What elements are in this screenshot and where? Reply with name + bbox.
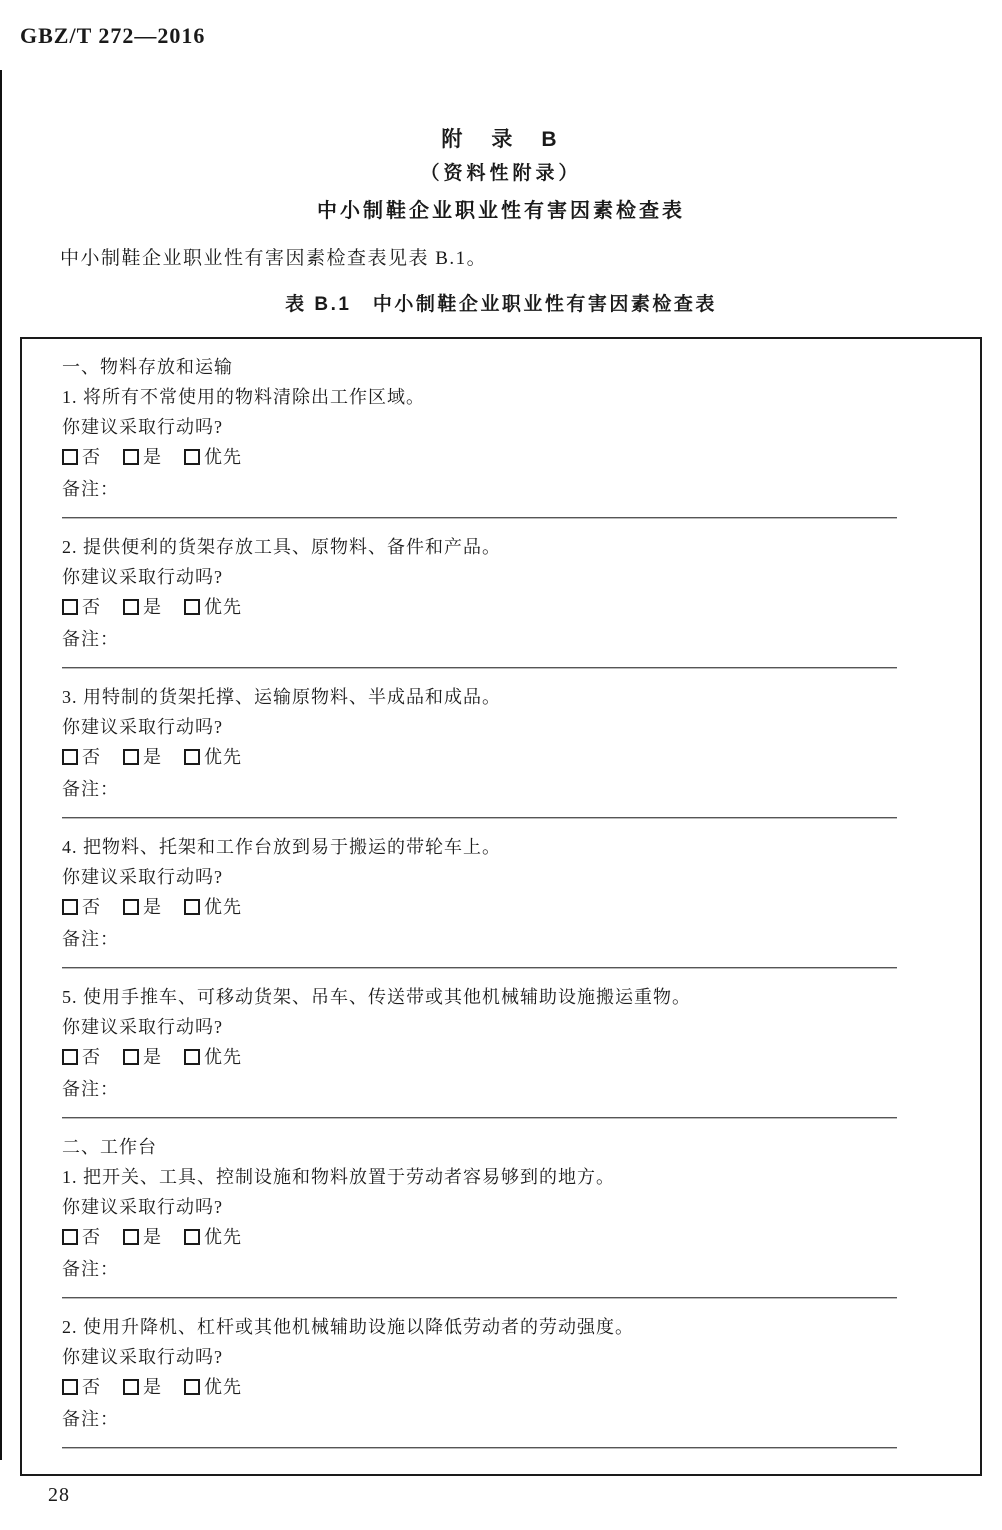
checkbox-option-label: 优先 (204, 447, 242, 467)
scan-edge-artifact (0, 70, 2, 1460)
checklist-item (62, 532, 950, 669)
checkbox-icon[interactable] (123, 1049, 139, 1065)
options-row (62, 742, 950, 774)
checklist-item (62, 832, 950, 969)
checkbox-option-label: 优先 (204, 897, 242, 917)
options-row (62, 1372, 950, 1404)
checkbox-option[interactable] (184, 1047, 242, 1067)
intro-paragraph: 中小制鞋企业职业性有害因素检查表见表 B.1。 (60, 248, 488, 269)
checkbox-option-label: 优先 (204, 1227, 242, 1247)
appendix-subtitle: （资料性附录） (420, 163, 582, 184)
checkbox-option-label: 是 (143, 1377, 162, 1397)
options-row (62, 442, 950, 474)
checkbox-icon[interactable] (184, 1379, 200, 1395)
table-caption: 表 B.1 中小制鞋企业职业性有害因素检查表 (285, 294, 717, 315)
checkbox-icon[interactable] (184, 899, 200, 915)
action-question-text: 你建议采取行动吗? (62, 717, 223, 737)
section-title: 一、物料存放和运输 (62, 357, 233, 377)
item-question-text: 1. 将所有不常使用的物料清除出工作区域。 (62, 387, 425, 407)
item-question-text: 5. 使用手推车、可移动货架、吊车、传送带或其他机械辅助设施搬运重物。 (62, 987, 691, 1007)
remark-label: 备注： (62, 779, 119, 799)
checkbox-option-label: 是 (143, 1227, 162, 1247)
item-question-text: 2. 使用升降机、杠杆或其他机械辅助设施以降低劳动者的劳动强度。 (62, 1317, 634, 1337)
checkbox-icon[interactable] (62, 449, 78, 465)
checkbox-option[interactable] (184, 897, 242, 917)
checklist-item (62, 982, 950, 1119)
checkbox-option[interactable] (184, 1377, 242, 1397)
checkbox-option-label: 优先 (204, 1047, 242, 1067)
remark-label: 备注： (62, 629, 119, 649)
remark-label: 备注： (62, 1259, 119, 1279)
page-number: 28 (48, 1484, 70, 1506)
separator-line (62, 1117, 897, 1119)
checkbox-icon[interactable] (62, 1049, 78, 1065)
checklist-item (62, 1312, 950, 1449)
checkbox-icon[interactable] (123, 1379, 139, 1395)
checkbox-icon[interactable] (184, 1049, 200, 1065)
item-question-text: 3. 用特制的货架托撑、运输原物料、半成品和成品。 (62, 687, 501, 707)
action-question-text: 你建议采取行动吗? (62, 417, 223, 437)
checklist-item (62, 1162, 950, 1299)
checkbox-option-label: 否 (82, 1227, 101, 1247)
checkbox-option[interactable] (184, 447, 242, 467)
appendix-title: 附 录 B (441, 128, 561, 151)
checkbox-icon[interactable] (62, 1379, 78, 1395)
checkbox-option-label: 否 (82, 747, 101, 767)
checkbox-option[interactable] (62, 1227, 101, 1247)
checkbox-option-label: 否 (82, 1377, 101, 1397)
checkbox-option-label: 是 (143, 747, 162, 767)
checkbox-icon[interactable] (184, 749, 200, 765)
separator-line (62, 967, 897, 969)
checkbox-option-label: 否 (82, 1047, 101, 1067)
action-question-text: 你建议采取行动吗? (62, 1197, 223, 1217)
checkbox-option-label: 是 (143, 447, 162, 467)
options-row (62, 592, 950, 624)
checkbox-option[interactable] (62, 447, 101, 467)
checkbox-icon[interactable] (123, 899, 139, 915)
checkbox-option[interactable] (123, 1377, 162, 1397)
checkbox-option[interactable] (123, 1227, 162, 1247)
checkbox-option-label: 否 (82, 597, 101, 617)
separator-line (62, 817, 897, 819)
checkbox-option-label: 否 (82, 447, 101, 467)
checkbox-option[interactable] (123, 747, 162, 767)
checkbox-option-label: 是 (143, 597, 162, 617)
item-question-text: 4. 把物料、托架和工作台放到易于搬运的带轮车上。 (62, 837, 501, 857)
checkbox-option[interactable] (123, 597, 162, 617)
checkbox-option[interactable] (184, 597, 242, 617)
checkbox-option[interactable] (62, 1047, 101, 1067)
checkbox-option-label: 优先 (204, 747, 242, 767)
checkbox-icon[interactable] (184, 1229, 200, 1245)
checkbox-option-label: 是 (143, 897, 162, 917)
remark-label: 备注： (62, 1079, 119, 1099)
remark-label: 备注： (62, 479, 119, 499)
separator-line (62, 1447, 897, 1449)
options-row (62, 1222, 950, 1254)
checkbox-option[interactable] (62, 597, 101, 617)
checkbox-option[interactable] (62, 747, 101, 767)
checkbox-icon[interactable] (184, 599, 200, 615)
separator-line (62, 517, 897, 519)
remark-label: 备注： (62, 1409, 119, 1429)
checkbox-icon[interactable] (123, 449, 139, 465)
checklist-item (62, 682, 950, 819)
standard-code: GBZ/T 272—2016 (20, 23, 206, 48)
checkbox-icon[interactable] (62, 599, 78, 615)
appendix-name: 中小制鞋企业职业性有害因素检查表 (317, 200, 685, 222)
separator-line (62, 1297, 897, 1299)
checkbox-option[interactable] (62, 1377, 101, 1397)
checkbox-icon[interactable] (123, 749, 139, 765)
checkbox-option-label: 否 (82, 897, 101, 917)
options-row (62, 892, 950, 924)
checkbox-icon[interactable] (62, 899, 78, 915)
checkbox-icon[interactable] (184, 449, 200, 465)
checkbox-option-label: 优先 (204, 1377, 242, 1397)
checkbox-option-label: 是 (143, 1047, 162, 1067)
action-question-text: 你建议采取行动吗? (62, 1017, 223, 1037)
separator-line (62, 667, 897, 669)
checklist-table (20, 337, 982, 1476)
checkbox-option[interactable] (123, 447, 162, 467)
checkbox-icon[interactable] (62, 1229, 78, 1245)
checkbox-option[interactable] (123, 1047, 162, 1067)
remark-label: 备注： (62, 929, 119, 949)
item-question-text: 2. 提供便利的货架存放工具、原物料、备件和产品。 (62, 537, 501, 557)
checkbox-icon[interactable] (62, 749, 78, 765)
action-question-text: 你建议采取行动吗? (62, 867, 223, 887)
options-row (62, 1042, 950, 1074)
checkbox-option[interactable] (62, 897, 101, 917)
item-question-text: 1. 把开关、工具、控制设施和物料放置于劳动者容易够到的地方。 (62, 1167, 615, 1187)
checkbox-option-label: 优先 (204, 597, 242, 617)
checkbox-option[interactable] (123, 897, 162, 917)
section-title: 二、工作台 (62, 1137, 157, 1157)
checkbox-option[interactable] (184, 1227, 242, 1247)
checkbox-icon[interactable] (123, 1229, 139, 1245)
action-question-text: 你建议采取行动吗? (62, 1347, 223, 1367)
checklist-item (62, 382, 950, 519)
checkbox-icon[interactable] (123, 599, 139, 615)
checkbox-option[interactable] (184, 747, 242, 767)
action-question-text: 你建议采取行动吗? (62, 567, 223, 587)
